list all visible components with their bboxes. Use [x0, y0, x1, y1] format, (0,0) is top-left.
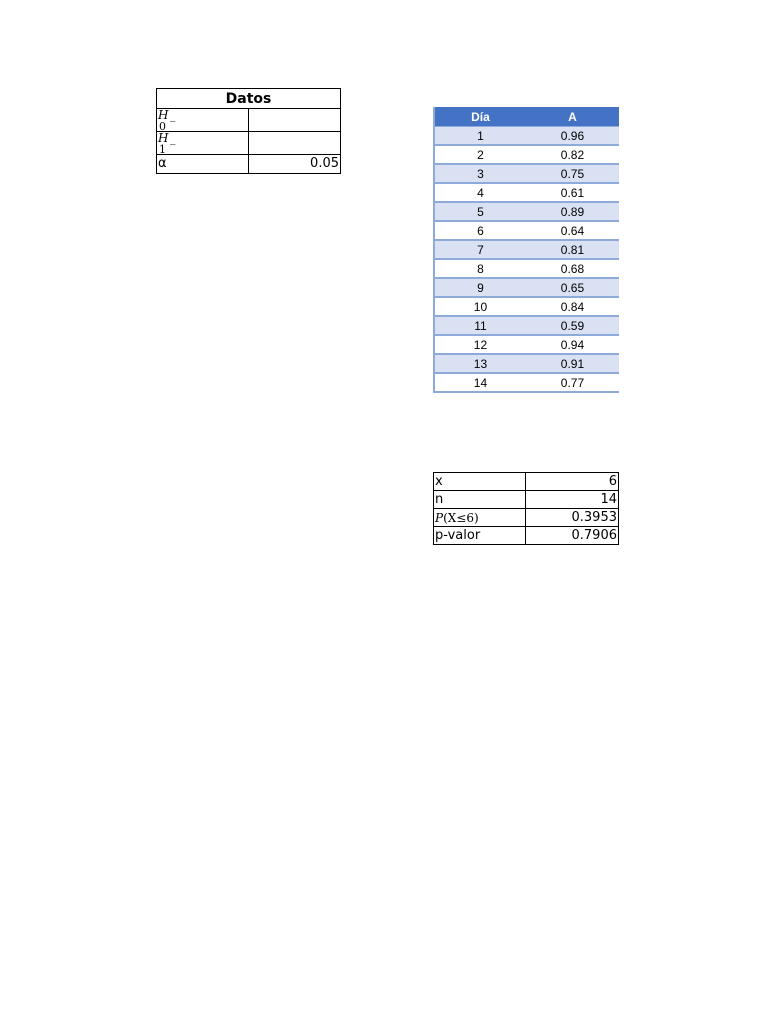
h1-underscore: _ — [170, 132, 176, 145]
h0-underscore: _ — [170, 109, 176, 122]
a-cell[interactable]: 0.84 — [526, 297, 619, 316]
h1-row — [157, 132, 341, 155]
p-label[interactable] — [434, 509, 526, 527]
table-row — [434, 335, 619, 354]
a-cell[interactable]: 0.59 — [526, 316, 619, 335]
dias-body — [434, 127, 619, 393]
table-row — [434, 240, 619, 259]
table-row — [434, 221, 619, 240]
n-value[interactable]: 14 — [526, 491, 619, 509]
dia-cell[interactable]: 1 — [434, 127, 526, 146]
h1-value-cell[interactable] — [249, 132, 341, 155]
alpha-row — [157, 155, 341, 174]
a-cell[interactable]: 0.94 — [526, 335, 619, 354]
table-row — [434, 183, 619, 202]
pvalor-label[interactable]: p-valor — [434, 527, 526, 545]
dia-cell[interactable]: 2 — [434, 145, 526, 164]
a-cell[interactable]: 0.75 — [526, 164, 619, 183]
dia-cell[interactable]: 8 — [434, 259, 526, 278]
table-row — [434, 164, 619, 183]
n-row — [434, 491, 619, 509]
p-value[interactable]: 0.3953 — [526, 509, 619, 527]
h0-letter: H — [158, 108, 169, 122]
table-row — [434, 202, 619, 221]
h1-label-cell[interactable] — [157, 132, 249, 155]
a-cell[interactable]: 0.68 — [526, 259, 619, 278]
a-cell[interactable]: 0.64 — [526, 221, 619, 240]
dia-cell[interactable]: 13 — [434, 354, 526, 373]
pvalor-row — [434, 527, 619, 545]
header-dia[interactable]: Día — [434, 107, 526, 127]
dia-cell[interactable]: 5 — [434, 202, 526, 221]
a-cell[interactable]: 0.89 — [526, 202, 619, 221]
dia-cell[interactable]: 14 — [434, 373, 526, 392]
dia-cell[interactable]: 3 — [434, 164, 526, 183]
h0-subscript: 0 — [159, 120, 166, 133]
table-row — [434, 316, 619, 335]
table-row — [434, 278, 619, 297]
datos-title: Datos — [157, 89, 341, 109]
dia-cell[interactable]: 7 — [434, 240, 526, 259]
table-row — [434, 354, 619, 373]
dia-cell[interactable]: 12 — [434, 335, 526, 354]
a-cell[interactable]: 0.82 — [526, 145, 619, 164]
a-cell[interactable]: 0.65 — [526, 278, 619, 297]
alpha-value[interactable]: 0.05 — [249, 155, 341, 174]
table-row — [434, 259, 619, 278]
h1-symbol — [158, 131, 198, 156]
x-value[interactable]: 6 — [526, 473, 619, 491]
dia-cell[interactable]: 9 — [434, 278, 526, 297]
table-row — [434, 373, 619, 392]
h0-symbol — [158, 108, 198, 133]
a-cell[interactable]: 0.81 — [526, 240, 619, 259]
dia-cell[interactable]: 4 — [434, 183, 526, 202]
p-expression: (X≤6) — [443, 510, 479, 525]
dia-cell[interactable]: 10 — [434, 297, 526, 316]
h1-subscript: 1 — [159, 143, 166, 156]
alpha-label[interactable]: α — [157, 155, 249, 174]
h0-value-cell[interactable] — [249, 109, 341, 132]
h0-label-cell[interactable] — [157, 109, 249, 132]
a-cell[interactable]: 0.91 — [526, 354, 619, 373]
x-row — [434, 473, 619, 491]
h1-letter: H — [158, 131, 169, 145]
datos-table — [156, 88, 341, 174]
p-row — [434, 509, 619, 527]
pvalor-value[interactable]: 0.7906 — [526, 527, 619, 545]
p-letter: P — [435, 510, 444, 525]
resultados-table — [433, 472, 619, 545]
a-cell[interactable]: 0.77 — [526, 373, 619, 392]
header-a[interactable]: A — [526, 107, 619, 127]
table-row — [434, 127, 619, 146]
table-row — [434, 297, 619, 316]
n-label[interactable]: n — [434, 491, 526, 509]
x-label[interactable]: x — [434, 473, 526, 491]
h0-row — [157, 109, 341, 132]
a-cell[interactable]: 0.61 — [526, 183, 619, 202]
dia-cell[interactable]: 6 — [434, 221, 526, 240]
table-row — [434, 145, 619, 164]
dia-cell[interactable]: 11 — [434, 316, 526, 335]
a-cell[interactable]: 0.96 — [526, 127, 619, 146]
dias-table — [433, 107, 619, 393]
